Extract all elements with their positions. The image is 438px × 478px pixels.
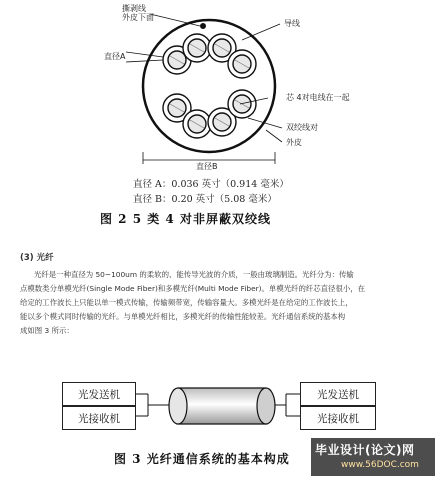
right-receiver-box bbox=[300, 406, 376, 430]
dimension-a-text: 直径 A：0.036 英寸（0.914 毫米） bbox=[133, 179, 289, 190]
left-receiver-box bbox=[62, 406, 136, 430]
callout-rip-cord-line2: 外皮下面 bbox=[122, 13, 154, 22]
section-paragraph bbox=[20, 268, 418, 338]
section-title: (3) 光纤 bbox=[20, 253, 54, 263]
site-watermark bbox=[311, 438, 435, 476]
dimension-b-text: 直径 B：0.20 英寸（5.08 毫米） bbox=[133, 194, 277, 205]
right-receiver-label: 光接收机 bbox=[317, 412, 359, 425]
watermark-title: 毕业设计(论文)网 bbox=[315, 443, 415, 457]
left-transmitter-box bbox=[62, 382, 136, 406]
paragraph-line: 给定的工作波长上只能以单一模式传输，传输频带宽，传输容量大。多模光纤是在给定的工作波长上， bbox=[20, 298, 353, 307]
paragraph-line: 光纤是一种直径为 50~100um 的柔软的、能传导光波的介质，一般由玻璃制造。光纤分为：传输 bbox=[34, 270, 354, 279]
left-transmitter-label: 光发送机 bbox=[78, 388, 120, 401]
callout-conductor: 导线 bbox=[284, 19, 300, 28]
callout-rip-cord-line1: 撕剥线 bbox=[122, 4, 146, 13]
figure-3-caption: 图 3 光纤通信系统的基本构成 bbox=[114, 452, 290, 466]
right-transmitter-label: 光发送机 bbox=[317, 388, 359, 401]
callout-diameter-a: 直径A bbox=[104, 52, 126, 61]
callout-rip-cord bbox=[122, 4, 154, 22]
paragraph-line: 点模数类分单模光纤(Single Mode Fiber)和多模光纤(Multi Mode Fiber)。单模光纤的纤芯直径很小，在 bbox=[20, 284, 366, 293]
callout-twisted-core: 芯 4对电线在一起 bbox=[286, 93, 350, 102]
cable-cross-section-diagram bbox=[0, 0, 438, 170]
callout-pair-twist: 双绞线对 bbox=[286, 123, 318, 132]
watermark-url: www.56DOC.com bbox=[341, 460, 419, 470]
paragraph-line: 成如图 3 所示： bbox=[20, 326, 74, 335]
callout-diameter-b: 直径B bbox=[196, 162, 218, 171]
callout-jacket: 外皮 bbox=[286, 138, 302, 147]
left-receiver-label: 光接收机 bbox=[78, 412, 120, 425]
figure-2-caption: 图 2 5 类 4 对非屏蔽双绞线 bbox=[100, 212, 271, 226]
right-transmitter-box bbox=[300, 382, 376, 406]
paragraph-line: 能以多个模式同时传输的光纤。与单模光纤相比，多模光纤的传输性能较差。光纤通信系统的基本构 bbox=[20, 312, 346, 321]
